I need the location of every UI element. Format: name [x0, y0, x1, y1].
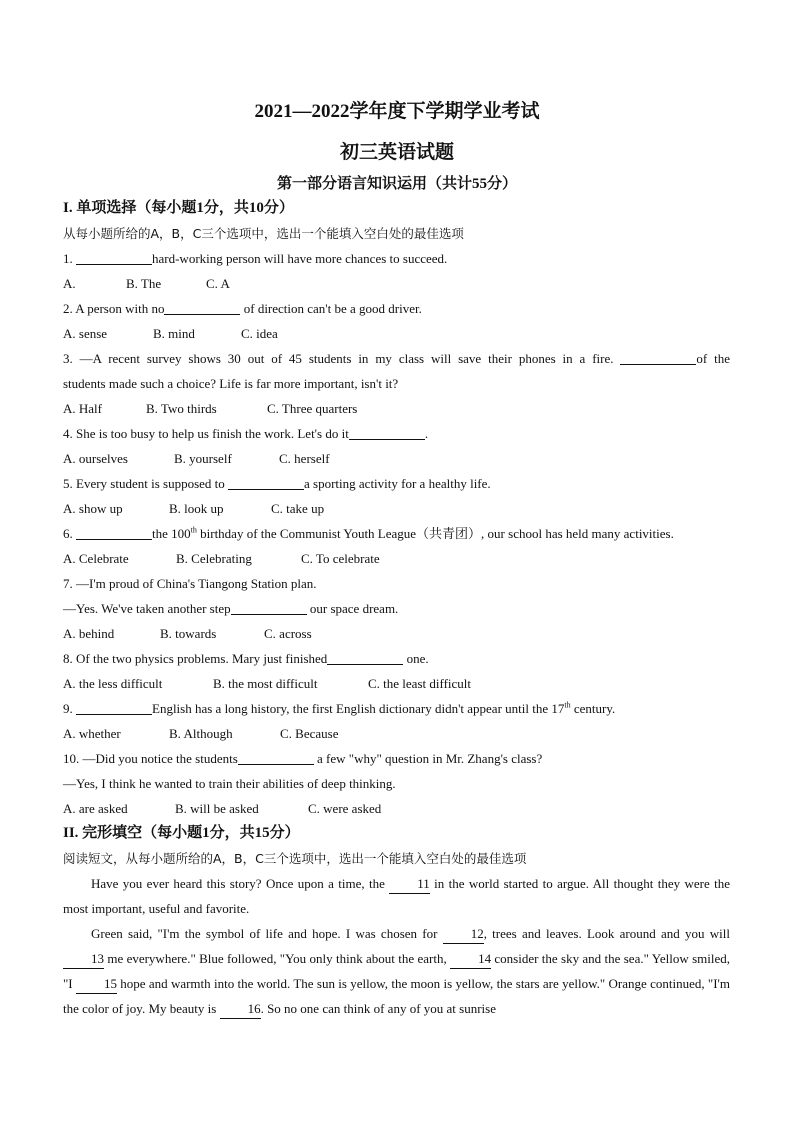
question-3: 3. —A recent survey shows 30 out of 45 students in my class will save their phones in a fire. of the [63, 351, 731, 366]
options-5 [63, 496, 730, 521]
question-4: 4. She is too busy to help us finish the work. Let's do it . [63, 426, 429, 441]
options-8 [63, 671, 730, 696]
blank-number: 15 [76, 975, 117, 994]
question-5: 5. Every student is supposed to a sporting activity for a healthy life. [63, 476, 491, 491]
exam-subtitle: 初三英语试题 [339, 142, 454, 163]
option-c: C. take up [271, 501, 325, 516]
option-a: A. [63, 276, 76, 291]
answer-blank [76, 524, 152, 540]
options-9 [63, 721, 730, 746]
part-heading: 第一部分语言知识运用（共计55分） [276, 176, 517, 192]
exam-title: 2021—2022学年度下学期学业考试 [254, 101, 540, 122]
option-a: A. the less difficult [63, 676, 163, 691]
question-8: 8. Of the two physics problems. Mary just finished one. [63, 651, 429, 666]
options-7 [63, 621, 730, 646]
options-1 [63, 271, 730, 296]
question-7: 7. —I'm proud of China's Tiangong Station plan. [63, 576, 317, 591]
option-c: C. A [206, 276, 230, 291]
options-4 [63, 446, 730, 471]
blank-number: 14 [450, 950, 491, 969]
answer-blank [76, 699, 152, 715]
cloze-paragraph-2: Green said, "I'm the symbol of life and hope. I was chosen for 12, trees and leaves. Look around and you will 13 me everywhere." Blue followed, "You only think about the earth, 14 consider the sky and the sea." Yellow smiled, "I 15 hope and warmth into the world. The sun is yellow, the moon is yellow, the stars are yellow." Orange continued, "I'm the color of joy. My beauty is 16. So no one can think of any of you at sunrise [63, 921, 730, 1021]
answer-blank [231, 599, 307, 615]
option-c: C. the least difficult [368, 676, 472, 691]
blank-number: 12 [443, 925, 484, 944]
option-b: B. Two thirds [146, 401, 217, 416]
answer-blank [164, 299, 240, 315]
option-b: B. yourself [174, 451, 232, 466]
options-10 [63, 796, 730, 821]
options-2 [63, 321, 730, 346]
question-3-cont: students made such a choice? Life is far more important, isn't it? [63, 376, 399, 391]
option-c: C. herself [279, 451, 330, 466]
exam-content [63, 196, 730, 1021]
section2-heading: II. 完形填空（每小题1分，共15分） [63, 825, 300, 841]
option-a: A. Celebrate [63, 551, 129, 566]
section1-heading: I. 单项选择（每小题1分，共10分） [63, 200, 294, 216]
option-b: B. the most difficult [213, 676, 318, 691]
option-b: B. Celebrating [176, 551, 252, 566]
option-a: A. Half [63, 401, 102, 416]
question-9: 9. English has a long history, the first English dictionary didn't appear until the 17th century. [63, 700, 616, 716]
blank-number: 11 [389, 875, 430, 894]
blank-number: 13 [63, 950, 104, 969]
answer-blank [327, 649, 403, 665]
question-7-reply: —Yes. We've taken another step our space dream. [63, 601, 399, 616]
options-6 [63, 546, 730, 571]
cloze-paragraph-1: Have you ever heard this story? Once upon a time, the 11 in the world started to argue. All thought they were the most important, useful and favorite. [63, 876, 730, 916]
option-a: A. show up [63, 501, 123, 516]
option-b: B. will be asked [175, 801, 259, 816]
answer-blank [238, 749, 314, 765]
option-a: A. whether [63, 726, 121, 741]
option-b: B. mind [153, 326, 195, 341]
section1-instruction: 从每小题所给的A，B，C三个选项中，选出一个能填入空白处的最佳选项 [63, 226, 464, 241]
option-b: B. look up [169, 501, 224, 516]
option-a: A. behind [63, 626, 115, 641]
answer-blank [349, 424, 425, 440]
option-a: A. ourselves [63, 451, 128, 466]
option-c: C. idea [241, 326, 278, 341]
section2-instruction: 阅读短文，从每小题所给的A，B，C三个选项中，选出一个能填入空白处的最佳选项 [63, 851, 527, 866]
option-c: C. To celebrate [301, 551, 380, 566]
option-c: C. Three quarters [267, 401, 358, 416]
blank-number: 16 [220, 1000, 261, 1019]
question-10-reply: —Yes, I think he wanted to train their abilities of deep thinking. [63, 776, 396, 791]
option-b: B. Although [169, 726, 233, 741]
option-a: A. are asked [63, 801, 128, 816]
answer-blank [228, 474, 304, 490]
question-2: 2. A person with no of direction can't be a good driver. [63, 301, 422, 316]
question-10: 10. —Did you notice the students a few "why" question in Mr. Zhang's class? [63, 751, 543, 766]
option-a: A. sense [63, 326, 108, 341]
answer-blank [76, 249, 152, 265]
option-b: B. The [126, 276, 162, 291]
answer-blank [620, 349, 696, 365]
options-3 [63, 396, 730, 421]
question-1: 1. hard-working person will have more chances to succeed. [63, 251, 448, 266]
option-c: C. were asked [308, 801, 382, 816]
question-6: 6. the 100th birthday of the Communist Youth League（共青团）, our school has held many activities. [63, 525, 674, 541]
option-b: B. towards [160, 626, 217, 641]
option-c: C. Because [280, 726, 339, 741]
option-c: C. across [264, 626, 312, 641]
